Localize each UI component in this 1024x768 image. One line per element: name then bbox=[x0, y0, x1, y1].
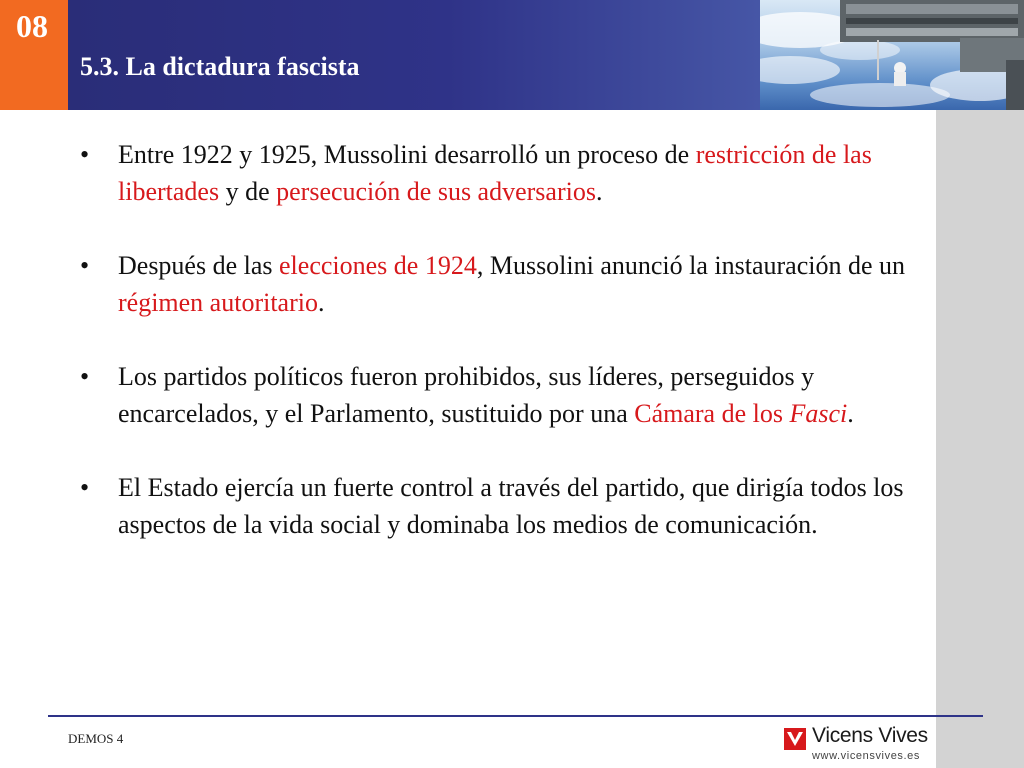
bullet-item bbox=[80, 358, 930, 432]
bullet-item bbox=[80, 136, 930, 210]
footer-course-label: DEMOS 4 bbox=[68, 731, 124, 746]
publisher-name: Vicens Vives bbox=[812, 724, 928, 747]
header-space-photo bbox=[760, 0, 1024, 110]
bullet-text: Después de las elecciones de 1924, Mussolini anunció la instauración de un régimen autoritario. bbox=[118, 251, 906, 317]
bullet-marker: • bbox=[80, 140, 90, 169]
publisher-url: www.vicensvives.es bbox=[812, 750, 920, 762]
footer-divider bbox=[48, 715, 983, 717]
space-station-image bbox=[760, 0, 1024, 110]
chapter-number: 08 bbox=[16, 8, 48, 44]
slide-title: 5.3. La dictadura fascista bbox=[80, 52, 360, 81]
publisher-logo bbox=[784, 724, 930, 768]
bullet-text: Entre 1922 y 1925, Mussolini desarrolló un proceso de restricción de las libertades y de persecución de sus adversarios. bbox=[118, 140, 872, 206]
header-band bbox=[68, 0, 760, 110]
bullet-item bbox=[80, 469, 930, 543]
right-side-bar bbox=[936, 110, 1024, 768]
bullet-list bbox=[80, 136, 930, 580]
bullet-text: El Estado ejercía un fuerte control a través del partido, que dirigía todos los aspectos de la vida social y dominaba los medios de comunicación. bbox=[118, 473, 904, 539]
bullet-marker: • bbox=[80, 362, 90, 391]
v-logo-icon bbox=[784, 728, 806, 750]
bullet-marker: • bbox=[80, 251, 90, 280]
bullet-text: Los partidos políticos fueron prohibidos, sus líderes, perseguidos y encarcelados, y el Parlamento, sustituido por una Cámara de los Fasci. bbox=[118, 362, 854, 428]
bullet-marker: • bbox=[80, 473, 90, 502]
bullet-item bbox=[80, 247, 930, 321]
chapter-badge bbox=[0, 0, 68, 110]
